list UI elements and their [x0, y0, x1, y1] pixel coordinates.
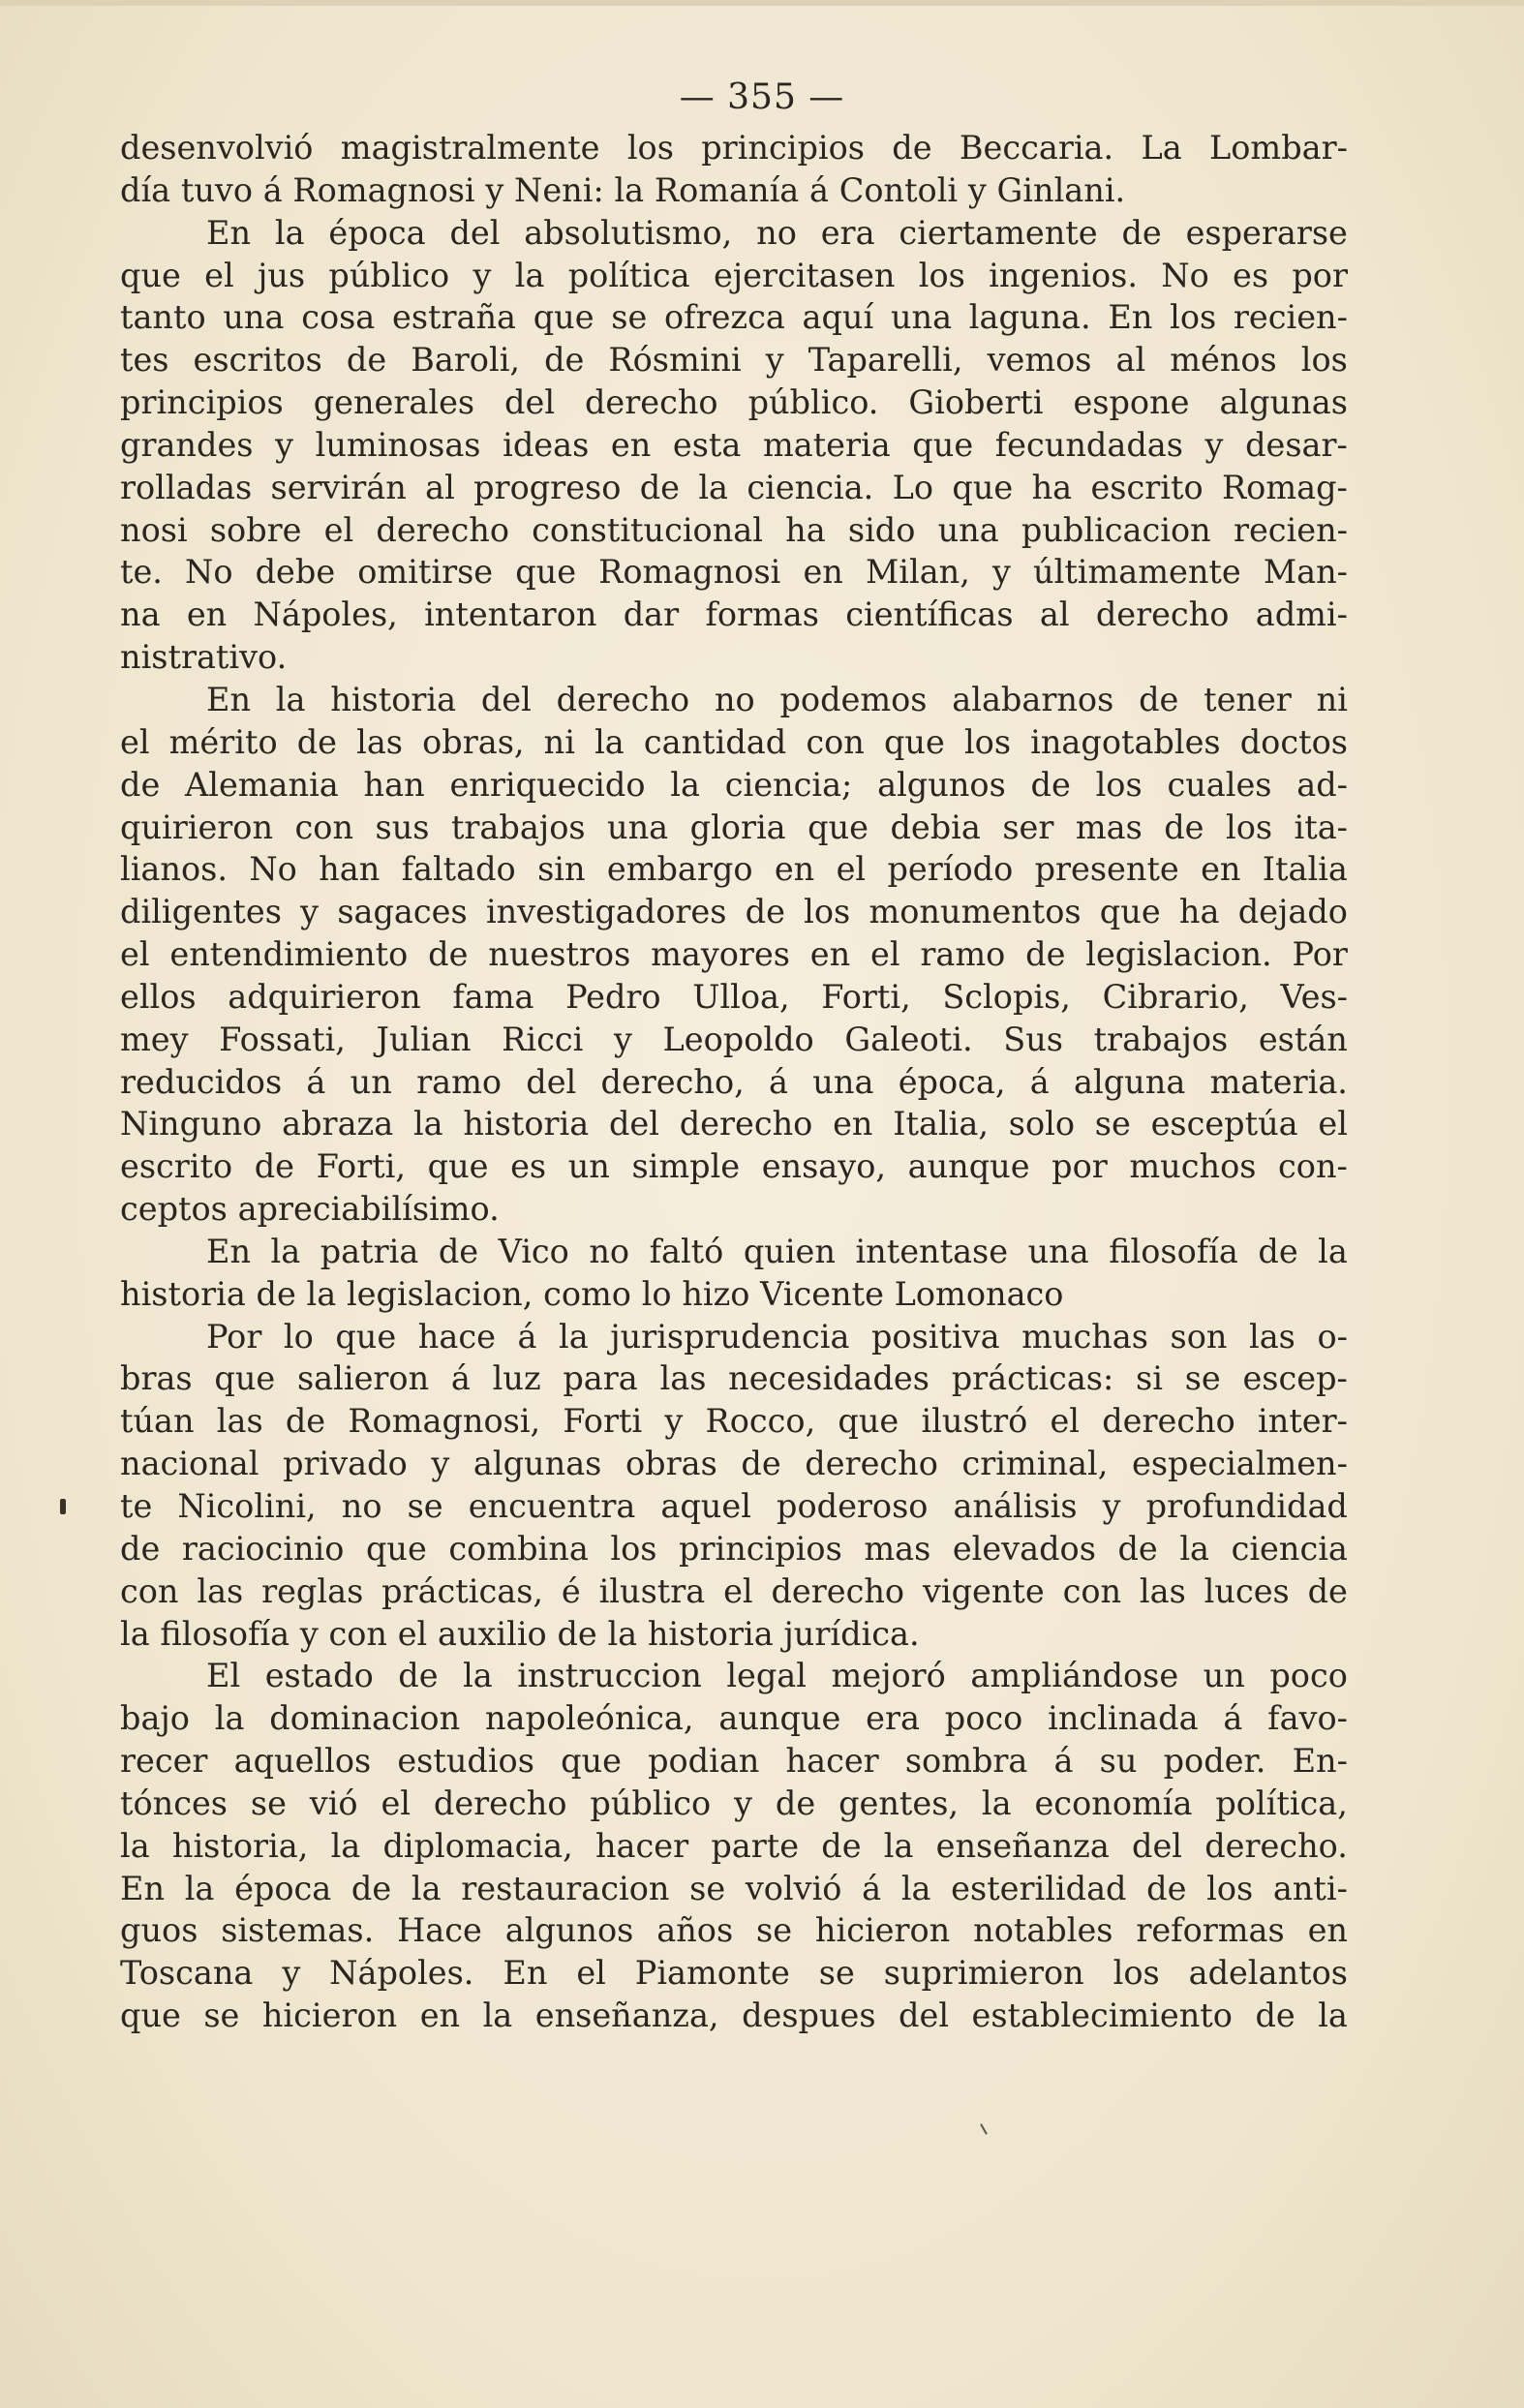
text-line: nosi sobre el derecho constitucional ha sido una publicacion recien- [120, 510, 1348, 549]
text-line: túan las de Romagnosi, Forti y Rocco, que ilustró el derecho inter- [120, 1402, 1348, 1441]
text-line: historia de la legislacion, como lo hizo Vicente Lomonaco [120, 1274, 1064, 1313]
text-line: lianos. No han faltado sin embargo en el período presente en Italia [120, 850, 1348, 889]
text-line: En la historia del derecho no podemos alabarnos de tener ni [206, 680, 1348, 718]
text-line: principios generales del derecho público. Gioberti espone algunas [120, 383, 1348, 422]
text-line: desenvolvió magistralmente los principios de Beccaria. La Lombar- [120, 129, 1348, 167]
text-line: recer aquellos estudios que podian hacer sombra á su poder. En- [120, 1742, 1348, 1781]
text-line: Por lo que hace á la jurisprudencia positiva muchas son las o- [206, 1317, 1348, 1356]
text-line: que se hicieron en la enseñanza, despues del establecimiento de la [120, 1997, 1348, 2035]
text-line: En la época de la restauracion se volvió á la esterilidad de los anti- [120, 1869, 1348, 1907]
text-line: bras que salieron á luz para las necesidades prácticas: si se escep- [120, 1359, 1348, 1398]
text-line: En la patria de Vico no faltó quien intentase una filosofía de la [206, 1232, 1348, 1270]
page-top-edge [0, 0, 1524, 6]
ink-tick [980, 2123, 988, 2134]
text-line: con las reglas prácticas, é ilustra el derecho vigente con las luces de [120, 1571, 1348, 1610]
text-line: día tuvo á Romagnosi y Neni: la Romanía á Contoli y Ginlani. [120, 170, 1126, 209]
text-line: tanto una cosa estraña que se ofrezca aquí una laguna. En los recien- [120, 298, 1348, 337]
text-line: el entendimiento de nuestros mayores en el ramo de legislacion. Por [120, 935, 1348, 974]
text-line: la filosofía y con el auxilio de la historia jurídica. [120, 1614, 920, 1653]
text-line: de Alemania han enriquecido la ciencia; algunos de los cuales ad- [120, 765, 1348, 804]
text-line: Toscana y Nápoles. En el Piamonte se suprimieron los adelantos [120, 1954, 1348, 1993]
text-line: El estado de la instruccion legal mejoró ampliándose un poco [206, 1657, 1348, 1695]
text-line: la historia, la diplomacia, hacer parte de la enseñanza del derecho. [120, 1826, 1348, 1865]
text-line: quirieron con sus trabajos una gloria que debia ser mas de los ita- [120, 808, 1348, 846]
text-line: mey Fossati, Julian Ricci y Leopoldo Galeoti. Sus trabajos están [120, 1020, 1348, 1058]
text-line: el mérito de las obras, ni la cantidad con que los inagotables doctos [120, 722, 1348, 761]
text-line: En la época del absolutismo, no era ciertamente de esperarse [206, 213, 1348, 252]
body-text [120, 127, 1348, 2037]
text-line: nacional privado y algunas obras de derecho criminal, especialmen- [120, 1445, 1348, 1483]
text-line: que el jus público y la política ejercitasen los ingenios. No es por [120, 256, 1348, 294]
text-line: diligentes y sagaces investigadores de los monumentos que ha dejado [120, 893, 1348, 931]
text-line: ceptos apreciabilísimo. [120, 1190, 500, 1229]
text-line: tónces se vió el derecho público y de gentes, la economía política, [120, 1783, 1348, 1822]
text-line: ellos adquirieron fama Pedro Ulloa, Forti, Sclopis, Cibrario, Ves- [120, 977, 1348, 1016]
ink-mark [60, 1499, 66, 1514]
text-line: tes escritos de Baroli, de Rósmini y Taparelli, vemos al ménos los [120, 341, 1348, 380]
text-line: te. No debe omitirse que Romagnosi en Milan, y últimamente Man- [120, 553, 1348, 592]
text-line: reducidos á un ramo del derecho, á una época, á alguna materia. [120, 1062, 1348, 1101]
text-line: guos sistemas. Hace algunos años se hicieron notables reformas en [120, 1911, 1348, 1950]
text-line: te Nicolini, no se encuentra aquel poderoso análisis y profundidad [120, 1487, 1348, 1525]
text-line: Ninguno abraza la historia del derecho en Italia, solo se esceptúa el [120, 1105, 1348, 1143]
text-line: grandes y luminosas ideas en esta materia que fecundadas y desar- [120, 425, 1348, 464]
text-line: na en Nápoles, intentaron dar formas científicas al derecho admi- [120, 595, 1348, 634]
text-line: de raciocinio que combina los principios mas elevados de la ciencia [120, 1529, 1348, 1568]
text-line: rolladas servirán al progreso de la ciencia. Lo que ha escrito Romag- [120, 468, 1348, 506]
text-line: escrito de Forti, que es un simple ensayo, aunque por muchos con- [120, 1147, 1348, 1186]
page-number: — 355 — [679, 77, 845, 117]
text-line: nistrativo. [120, 638, 288, 677]
text-line: bajo la dominacion napoleónica, aunque era poco inclinada á favo- [120, 1699, 1348, 1738]
